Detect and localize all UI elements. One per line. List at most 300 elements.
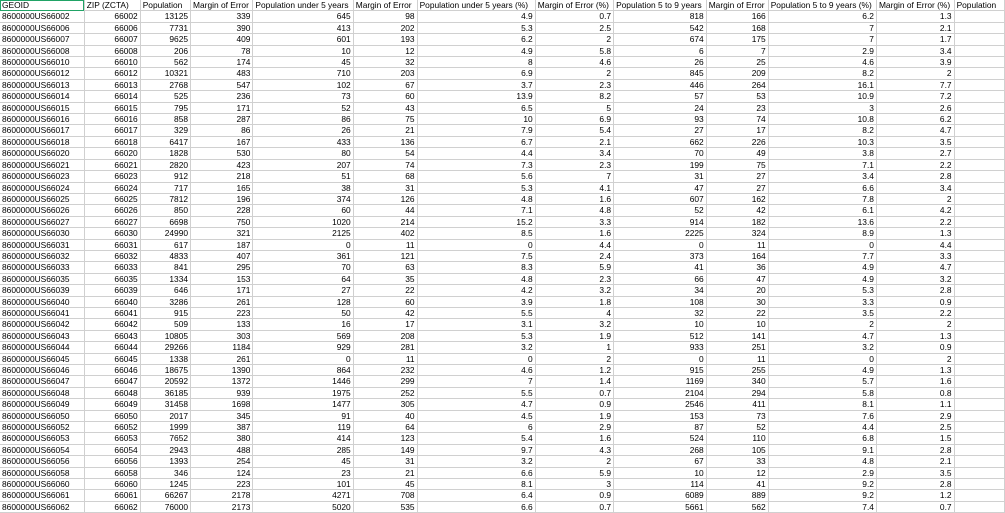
table-cell[interactable]: 1	[535, 342, 613, 353]
table-cell-empty[interactable]	[954, 433, 1004, 444]
table-cell[interactable]: 2820	[140, 159, 190, 170]
table-cell-empty[interactable]	[954, 148, 1004, 159]
table-cell[interactable]: 34	[614, 285, 707, 296]
table-cell[interactable]: 2.9	[768, 45, 876, 56]
table-cell[interactable]: 3.2	[768, 342, 876, 353]
table-cell[interactable]: 0	[253, 239, 353, 250]
table-cell[interactable]: 13.9	[417, 91, 535, 102]
table-cell-empty[interactable]	[954, 467, 1004, 478]
table-cell[interactable]: 187	[191, 239, 253, 250]
table-cell[interactable]: 2943	[140, 444, 190, 455]
table-cell[interactable]: 74	[706, 114, 768, 125]
table-cell[interactable]: 182	[706, 216, 768, 227]
table-cell[interactable]: 43	[353, 102, 417, 113]
table-cell[interactable]: 601	[253, 34, 353, 45]
table-cell[interactable]: 3.4	[535, 148, 613, 159]
table-cell[interactable]: 929	[253, 342, 353, 353]
table-cell[interactable]: 128	[253, 296, 353, 307]
table-cell[interactable]: 8600000US66013	[0, 79, 84, 90]
table-cell[interactable]: 36185	[140, 387, 190, 398]
table-cell[interactable]: 7.2	[876, 91, 954, 102]
table-cell[interactable]: 136	[353, 136, 417, 147]
table-cell[interactable]: 196	[191, 193, 253, 204]
table-cell[interactable]: 4271	[253, 490, 353, 501]
table-cell[interactable]: 41	[706, 479, 768, 490]
table-cell[interactable]: 3.4	[768, 171, 876, 182]
table-cell[interactable]: 3.5	[876, 467, 954, 478]
table-cell[interactable]: 413	[253, 22, 353, 33]
table-cell[interactable]: 10	[417, 114, 535, 125]
table-cell[interactable]: 4.8	[768, 456, 876, 467]
table-cell[interactable]: 8600000US66015	[0, 102, 84, 113]
table-cell[interactable]: 1334	[140, 273, 190, 284]
table-cell[interactable]: 2017	[140, 410, 190, 421]
table-cell-empty[interactable]	[954, 136, 1004, 147]
table-cell[interactable]: 73	[706, 410, 768, 421]
table-cell[interactable]: 91	[253, 410, 353, 421]
table-cell[interactable]: 126	[353, 193, 417, 204]
table-cell[interactable]: 8600000US66058	[0, 467, 84, 478]
table-cell[interactable]: 6089	[614, 490, 707, 501]
table-cell[interactable]: 167	[191, 136, 253, 147]
table-cell[interactable]: 1999	[140, 422, 190, 433]
table-cell[interactable]: 3.5	[876, 136, 954, 147]
table-cell[interactable]: 710	[253, 68, 353, 79]
table-cell[interactable]: 2	[535, 456, 613, 467]
table-cell[interactable]: 1.1	[876, 399, 954, 410]
table-cell[interactable]: 2.6	[876, 102, 954, 113]
header-cell-moe-5to9[interactable]: Margin of Error	[706, 0, 768, 11]
table-cell[interactable]: 6.6	[417, 501, 535, 512]
table-cell[interactable]: 202	[353, 22, 417, 33]
table-cell[interactable]: 2	[876, 68, 954, 79]
table-cell[interactable]: 52	[706, 422, 768, 433]
table-cell[interactable]: 42	[353, 307, 417, 318]
table-cell[interactable]: 3.7	[417, 79, 535, 90]
table-cell[interactable]: 8600000US66049	[0, 399, 84, 410]
table-cell[interactable]: 7.6	[768, 410, 876, 421]
header-cell-pop-under5-pct[interactable]: Population under 5 years (%)	[417, 0, 535, 11]
table-cell[interactable]: 3.1	[417, 319, 535, 330]
table-cell[interactable]: 7.1	[417, 205, 535, 216]
table-cell-empty[interactable]	[954, 353, 1004, 364]
table-cell[interactable]: 4.9	[417, 45, 535, 56]
table-cell[interactable]: 1.7	[876, 34, 954, 45]
table-cell[interactable]: 299	[353, 376, 417, 387]
table-cell[interactable]: 149	[353, 444, 417, 455]
table-cell[interactable]: 281	[353, 342, 417, 353]
table-cell[interactable]: 0.9	[876, 296, 954, 307]
table-cell[interactable]: 206	[140, 45, 190, 56]
table-cell[interactable]: 66054	[84, 444, 140, 455]
table-cell-empty[interactable]	[954, 490, 1004, 501]
table-cell[interactable]: 2	[535, 34, 613, 45]
table-cell[interactable]: 4.7	[876, 262, 954, 273]
table-cell[interactable]: 5661	[614, 501, 707, 512]
table-cell[interactable]: 939	[191, 387, 253, 398]
table-cell[interactable]: 1169	[614, 376, 707, 387]
table-cell[interactable]: 10	[614, 467, 707, 478]
table-cell[interactable]: 411	[706, 399, 768, 410]
table-cell[interactable]: 110	[706, 433, 768, 444]
table-cell[interactable]: 67	[353, 79, 417, 90]
table-cell[interactable]: 63	[353, 262, 417, 273]
table-cell[interactable]: 53	[706, 91, 768, 102]
table-cell[interactable]: 66030	[84, 228, 140, 239]
table-cell[interactable]: 0	[417, 239, 535, 250]
table-cell[interactable]: 7	[417, 376, 535, 387]
table-cell[interactable]: 1390	[191, 365, 253, 376]
table-cell[interactable]: 66032	[84, 250, 140, 261]
table-cell[interactable]: 0	[768, 239, 876, 250]
table-cell[interactable]: 3.5	[768, 307, 876, 318]
table-cell[interactable]: 0.9	[876, 342, 954, 353]
table-cell[interactable]: 0.7	[535, 11, 613, 22]
table-cell[interactable]: 5.6	[417, 171, 535, 182]
table-cell[interactable]: 8.1	[417, 479, 535, 490]
table-cell[interactable]: 66027	[84, 216, 140, 227]
table-cell-empty[interactable]	[954, 296, 1004, 307]
table-cell[interactable]: 1.6	[876, 376, 954, 387]
table-cell-empty[interactable]	[954, 11, 1004, 22]
header-cell-moe[interactable]: Margin of Error	[191, 0, 253, 11]
table-cell[interactable]: 8.5	[417, 228, 535, 239]
table-cell-empty[interactable]	[954, 45, 1004, 56]
table-cell[interactable]: 4.8	[417, 273, 535, 284]
table-cell[interactable]: 66043	[84, 330, 140, 341]
table-cell[interactable]: 21	[353, 467, 417, 478]
table-cell[interactable]: 0	[614, 353, 707, 364]
table-cell[interactable]: 64	[253, 273, 353, 284]
table-cell[interactable]: 171	[191, 102, 253, 113]
table-cell[interactable]: 3.4	[876, 182, 954, 193]
table-cell[interactable]: 9625	[140, 34, 190, 45]
table-cell[interactable]: 20592	[140, 376, 190, 387]
table-cell[interactable]: 8600000US66012	[0, 68, 84, 79]
table-cell[interactable]: 361	[253, 250, 353, 261]
table-cell[interactable]: 0	[614, 239, 707, 250]
table-cell-empty[interactable]	[954, 307, 1004, 318]
table-cell[interactable]: 124	[191, 467, 253, 478]
table-cell[interactable]: 25	[706, 57, 768, 68]
table-cell[interactable]: 1.6	[535, 433, 613, 444]
table-cell[interactable]: 1245	[140, 479, 190, 490]
table-cell[interactable]: 47	[614, 182, 707, 193]
table-cell[interactable]: 1698	[191, 399, 253, 410]
table-cell[interactable]: 214	[353, 216, 417, 227]
table-cell-empty[interactable]	[954, 102, 1004, 113]
table-cell[interactable]: 483	[191, 68, 253, 79]
table-cell[interactable]: 66045	[84, 353, 140, 364]
table-cell[interactable]: 171	[191, 285, 253, 296]
table-cell[interactable]: 6	[417, 422, 535, 433]
table-cell[interactable]: 646	[140, 285, 190, 296]
table-cell[interactable]: 7.3	[417, 159, 535, 170]
table-cell[interactable]: 4.9	[768, 262, 876, 273]
table-cell[interactable]: 78	[191, 45, 253, 56]
table-cell[interactable]: 2.2	[876, 307, 954, 318]
table-cell[interactable]: 8600000US66021	[0, 159, 84, 170]
table-cell[interactable]: 66052	[84, 422, 140, 433]
table-cell[interactable]: 1184	[191, 342, 253, 353]
table-cell[interactable]: 547	[191, 79, 253, 90]
table-cell[interactable]: 8600000US66033	[0, 262, 84, 273]
table-cell[interactable]: 45	[353, 479, 417, 490]
table-cell[interactable]: 387	[191, 422, 253, 433]
table-cell[interactable]: 1975	[253, 387, 353, 398]
table-cell[interactable]: 44	[353, 205, 417, 216]
table-cell[interactable]: 674	[614, 34, 707, 45]
table-cell[interactable]: 509	[140, 319, 190, 330]
table-cell[interactable]: 16	[253, 319, 353, 330]
table-cell[interactable]: 67	[614, 456, 707, 467]
table-cell[interactable]: 321	[191, 228, 253, 239]
table-cell[interactable]: 5.5	[417, 387, 535, 398]
table-cell-empty[interactable]	[954, 22, 1004, 33]
table-cell[interactable]: 4.6	[768, 57, 876, 68]
table-cell[interactable]: 162	[706, 193, 768, 204]
table-cell[interactable]: 66039	[84, 285, 140, 296]
table-cell[interactable]: 4.1	[535, 182, 613, 193]
table-cell[interactable]: 9.2	[768, 490, 876, 501]
table-cell[interactable]: 374	[253, 193, 353, 204]
table-cell[interactable]: 66040	[84, 296, 140, 307]
table-cell[interactable]: 66008	[84, 45, 140, 56]
table-cell[interactable]: 27	[706, 182, 768, 193]
table-cell[interactable]: 1.3	[876, 228, 954, 239]
table-cell[interactable]: 0	[253, 353, 353, 364]
table-cell[interactable]: 203	[353, 68, 417, 79]
table-cell[interactable]: 11	[706, 353, 768, 364]
table-cell[interactable]: 74	[353, 159, 417, 170]
table-cell[interactable]: 86	[253, 114, 353, 125]
table-cell[interactable]: 31	[353, 456, 417, 467]
table-cell[interactable]: 818	[614, 11, 707, 22]
table-cell[interactable]: 42	[706, 205, 768, 216]
table-cell[interactable]: 0	[768, 353, 876, 364]
table-cell[interactable]: 73	[253, 91, 353, 102]
table-cell[interactable]: 4.7	[876, 125, 954, 136]
table-cell[interactable]: 5.4	[417, 433, 535, 444]
table-cell[interactable]: 24	[614, 102, 707, 113]
table-cell[interactable]: 0.9	[535, 399, 613, 410]
table-cell[interactable]: 8	[417, 57, 535, 68]
table-cell[interactable]: 7.8	[768, 193, 876, 204]
table-cell[interactable]: 914	[614, 216, 707, 227]
table-cell[interactable]: 3.3	[876, 250, 954, 261]
table-cell[interactable]: 29266	[140, 342, 190, 353]
table-cell[interactable]: 66012	[84, 68, 140, 79]
table-cell[interactable]: 617	[140, 239, 190, 250]
table-cell[interactable]: 66023	[84, 171, 140, 182]
table-cell[interactable]: 4.8	[417, 193, 535, 204]
table-cell[interactable]: 1.9	[535, 330, 613, 341]
table-cell-empty[interactable]	[954, 422, 1004, 433]
table-cell[interactable]: 2173	[191, 501, 253, 512]
table-cell[interactable]: 2546	[614, 399, 707, 410]
table-cell[interactable]: 8.2	[535, 91, 613, 102]
table-cell[interactable]: 8600000US66041	[0, 307, 84, 318]
table-cell-empty[interactable]	[954, 68, 1004, 79]
table-cell[interactable]: 912	[140, 171, 190, 182]
table-cell[interactable]: 121	[353, 250, 417, 261]
table-cell[interactable]: 2.5	[876, 422, 954, 433]
table-cell[interactable]: 1020	[253, 216, 353, 227]
table-cell[interactable]: 841	[140, 262, 190, 273]
table-cell[interactable]: 3.2	[535, 319, 613, 330]
table-cell[interactable]: 8600000US66010	[0, 57, 84, 68]
table-cell[interactable]: 4.9	[417, 11, 535, 22]
table-cell[interactable]: 10	[253, 45, 353, 56]
table-cell[interactable]: 3.2	[876, 273, 954, 284]
table-cell[interactable]: 285	[253, 444, 353, 455]
table-cell[interactable]: 13125	[140, 11, 190, 22]
table-cell[interactable]: 6.6	[417, 467, 535, 478]
table-cell[interactable]: 23	[253, 467, 353, 478]
table-cell[interactable]: 5020	[253, 501, 353, 512]
table-cell[interactable]: 4.7	[417, 399, 535, 410]
table-cell[interactable]: 66031	[84, 239, 140, 250]
table-cell-empty[interactable]	[954, 79, 1004, 90]
table-cell[interactable]: 199	[614, 159, 707, 170]
table-cell[interactable]: 6.9	[417, 68, 535, 79]
table-cell[interactable]: 11	[353, 353, 417, 364]
table-cell[interactable]: 4.5	[417, 410, 535, 421]
table-cell[interactable]: 2.2	[876, 159, 954, 170]
table-cell[interactable]: 6698	[140, 216, 190, 227]
table-cell[interactable]: 303	[191, 330, 253, 341]
table-cell[interactable]: 0	[417, 353, 535, 364]
table-cell[interactable]: 7.5	[417, 250, 535, 261]
table-cell-empty[interactable]	[954, 114, 1004, 125]
table-cell[interactable]: 5	[535, 102, 613, 113]
table-cell[interactable]: 66048	[84, 387, 140, 398]
table-cell[interactable]: 66267	[140, 490, 190, 501]
header-cell-population-next[interactable]: Population	[954, 0, 1004, 11]
table-cell[interactable]: 8.9	[768, 228, 876, 239]
table-cell[interactable]: 141	[706, 330, 768, 341]
table-cell[interactable]: 4.7	[768, 330, 876, 341]
table-cell[interactable]: 446	[614, 79, 707, 90]
table-cell[interactable]: 68	[353, 171, 417, 182]
table-cell[interactable]: 1372	[191, 376, 253, 387]
table-cell[interactable]: 2.3	[535, 159, 613, 170]
table-cell[interactable]: 1.6	[535, 228, 613, 239]
table-cell[interactable]: 2.5	[535, 22, 613, 33]
table-cell[interactable]: 1.3	[876, 330, 954, 341]
table-cell[interactable]: 226	[706, 136, 768, 147]
table-cell[interactable]: 8600000US66044	[0, 342, 84, 353]
table-cell[interactable]: 4.8	[535, 205, 613, 216]
table-cell[interactable]: 255	[706, 365, 768, 376]
table-cell[interactable]: 174	[191, 57, 253, 68]
table-cell[interactable]: 13.6	[768, 216, 876, 227]
table-cell[interactable]: 66016	[84, 114, 140, 125]
table-cell[interactable]: 7	[768, 22, 876, 33]
table-cell-empty[interactable]	[954, 205, 1004, 216]
table-cell[interactable]: 0.7	[535, 501, 613, 512]
table-cell[interactable]: 31	[614, 171, 707, 182]
table-cell[interactable]: 66062	[84, 501, 140, 512]
table-cell[interactable]: 2.3	[535, 79, 613, 90]
table-cell[interactable]: 30	[706, 296, 768, 307]
table-cell[interactable]: 9.2	[768, 479, 876, 490]
table-cell[interactable]: 66013	[84, 79, 140, 90]
table-cell[interactable]: 8600000US66045	[0, 353, 84, 364]
table-cell[interactable]: 17	[353, 319, 417, 330]
table-cell[interactable]: 45	[253, 456, 353, 467]
table-cell[interactable]: 8600000US66042	[0, 319, 84, 330]
table-cell[interactable]: 8600000US66007	[0, 34, 84, 45]
table-cell[interactable]: 66058	[84, 467, 140, 478]
table-cell[interactable]: 1.3	[876, 11, 954, 22]
table-cell[interactable]: 8600000US66026	[0, 205, 84, 216]
table-cell[interactable]: 645	[253, 11, 353, 22]
table-cell[interactable]: 153	[191, 273, 253, 284]
table-cell[interactable]: 32	[614, 307, 707, 318]
table-cell[interactable]: 3.4	[876, 45, 954, 56]
table-cell[interactable]: 7	[768, 34, 876, 45]
table-cell-empty[interactable]	[954, 91, 1004, 102]
table-cell-empty[interactable]	[954, 444, 1004, 455]
table-cell[interactable]: 433	[253, 136, 353, 147]
table-cell[interactable]: 4.9	[768, 273, 876, 284]
table-cell[interactable]: 52	[614, 205, 707, 216]
table-cell[interactable]: 268	[614, 444, 707, 455]
table-cell[interactable]: 22	[706, 307, 768, 318]
table-cell[interactable]: 8600000US66023	[0, 171, 84, 182]
table-cell[interactable]: 324	[706, 228, 768, 239]
table-cell[interactable]: 1.9	[535, 410, 613, 421]
table-cell[interactable]: 54	[353, 148, 417, 159]
table-cell[interactable]: 8.1	[768, 399, 876, 410]
table-cell[interactable]: 4.6	[417, 365, 535, 376]
table-cell-empty[interactable]	[954, 501, 1004, 512]
table-cell-empty[interactable]	[954, 273, 1004, 284]
table-cell-empty[interactable]	[954, 250, 1004, 261]
table-cell[interactable]: 10805	[140, 330, 190, 341]
table-cell[interactable]: 12	[706, 467, 768, 478]
table-cell[interactable]: 66060	[84, 479, 140, 490]
table-cell[interactable]: 858	[140, 114, 190, 125]
table-cell[interactable]: 8600000US66062	[0, 501, 84, 512]
table-cell[interactable]: 2.8	[876, 479, 954, 490]
table-cell[interactable]: 889	[706, 490, 768, 501]
table-cell[interactable]: 380	[191, 433, 253, 444]
table-cell[interactable]: 562	[706, 501, 768, 512]
table-cell[interactable]: 5.9	[535, 262, 613, 273]
table-cell[interactable]: 33	[706, 456, 768, 467]
table-cell[interactable]: 5.3	[768, 285, 876, 296]
table-cell[interactable]: 5.4	[535, 125, 613, 136]
table-cell[interactable]: 7.4	[768, 501, 876, 512]
table-cell-empty[interactable]	[954, 125, 1004, 136]
table-cell[interactable]: 66026	[84, 205, 140, 216]
table-cell-empty[interactable]	[954, 376, 1004, 387]
table-cell[interactable]: 8600000US66039	[0, 285, 84, 296]
table-cell-empty[interactable]	[954, 319, 1004, 330]
table-cell[interactable]: 407	[191, 250, 253, 261]
table-cell[interactable]: 6.7	[417, 136, 535, 147]
table-cell[interactable]: 1.2	[876, 490, 954, 501]
table-cell[interactable]: 40	[353, 410, 417, 421]
header-cell-pop-under5[interactable]: Population under 5 years	[253, 0, 353, 11]
table-cell[interactable]: 80	[253, 148, 353, 159]
table-cell[interactable]: 2	[876, 319, 954, 330]
table-cell[interactable]: 27	[253, 285, 353, 296]
table-cell[interactable]: 41	[614, 262, 707, 273]
table-cell[interactable]: 9.7	[417, 444, 535, 455]
